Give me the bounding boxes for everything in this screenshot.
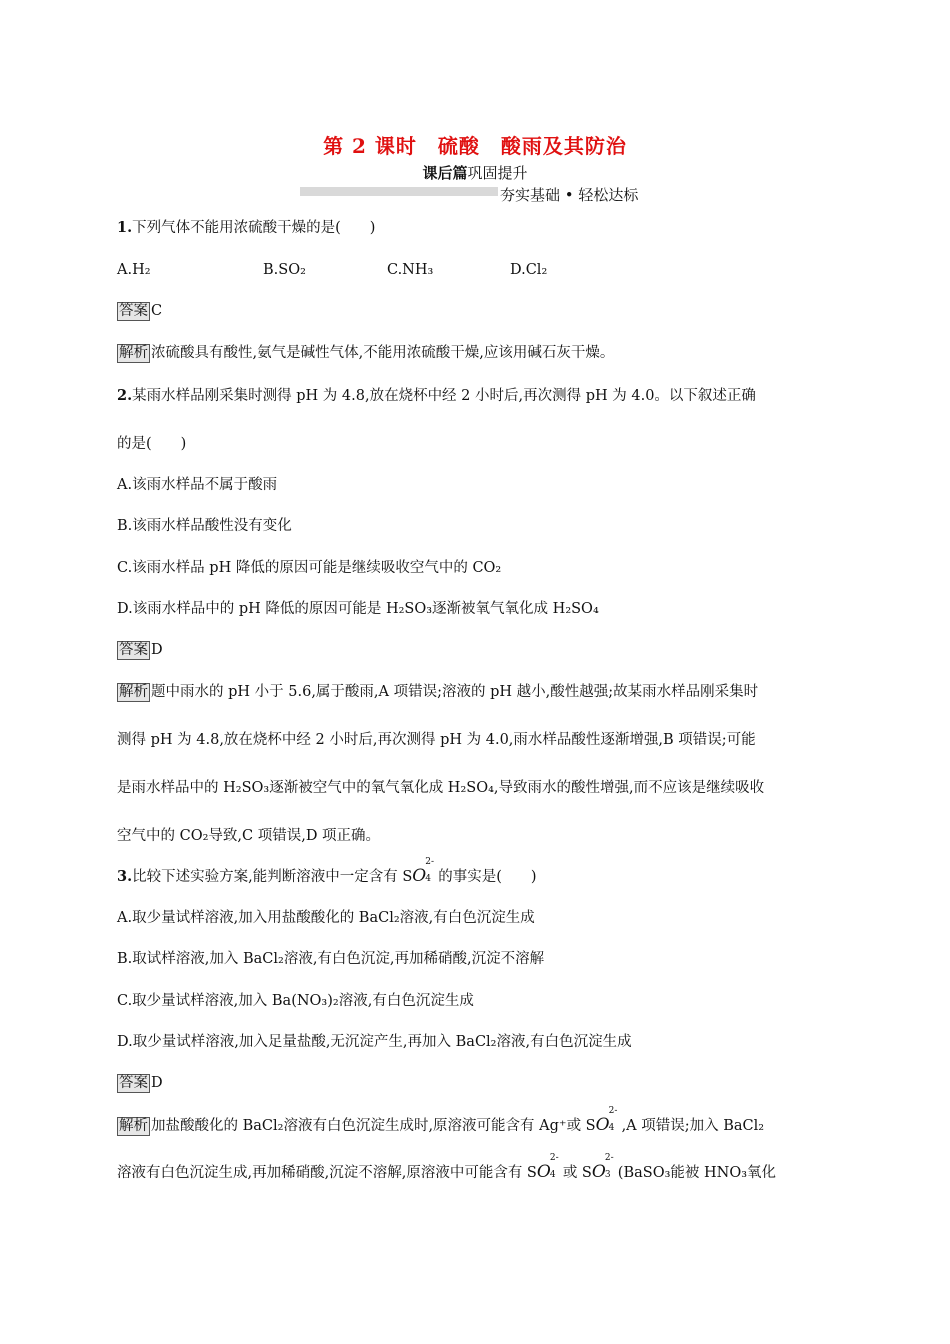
- q3-stem-post: 的事实是( ): [438, 869, 537, 885]
- answer-tag: 答案: [119, 1075, 148, 1091]
- subtitle-rest: 巩固提升: [467, 164, 528, 182]
- q1-stem: [117, 218, 375, 238]
- q2-option-a: A.该雨水样品不属于酸雨: [117, 477, 278, 493]
- q2-analysis-text1: 题中雨水的 pH 小于 5.6,属于酸雨,A 项错误;溶液的 pH 越小,酸性越强;故某雨水样品刚采集时: [151, 684, 759, 700]
- page-subtitle: [0, 162, 950, 183]
- analysis-tag: 解析: [119, 1118, 148, 1134]
- ion-letter: O: [591, 1162, 606, 1182]
- section-label: 夯实基础 • 轻松达标: [500, 186, 639, 204]
- q3-analysis2-pre: 溶液有白色沉淀生成,再加稀硝酸,沉淀不溶解,原溶液中可能含有 S: [117, 1165, 537, 1181]
- ion-charge: 2-: [604, 1153, 614, 1163]
- q2-answer: [117, 640, 163, 660]
- q2-answer-value: D: [151, 642, 163, 658]
- sulfate-ion: [595, 1106, 622, 1136]
- q3-number: 3.: [117, 868, 133, 885]
- q1-number: 1.: [117, 219, 133, 236]
- section-bar: [300, 187, 498, 196]
- q2-stem-text1: 某雨水样品刚采集时测得 pH 为 4.8,放在烧杯中经 2 小时后,再次测得 pH 为 4.0。以下叙述正确: [132, 388, 756, 404]
- q3-answer-value: D: [151, 1075, 163, 1091]
- q3-analysis-line1: [117, 1106, 765, 1136]
- q2-analysis-line1: [117, 682, 758, 702]
- ion-subscript: 4: [608, 1123, 615, 1133]
- q2-stem-line1: [117, 386, 756, 406]
- q1-analysis: [117, 343, 614, 363]
- q2-analysis-line4: 空气中的 CO₂导致,C 项错误,D 项正确。: [117, 828, 381, 844]
- q1-analysis-text: 浓硫酸具有酸性,氨气是碱性气体,不能用浓硫酸干燥,应该用碱石灰干燥。: [151, 345, 615, 361]
- q2-option-b: B.该雨水样品酸性没有变化: [117, 518, 292, 534]
- q3-option-c: C.取少量试样溶液,加入 Ba(NO₃)₂溶液,有白色沉淀生成: [117, 993, 474, 1009]
- q3-analysis2-mid: 或 S: [562, 1165, 592, 1181]
- q2-analysis-line2: 测得 pH 为 4.8,放在烧杯中经 2 小时后,再次测得 pH 为 4.0,雨水样品酸性逐渐增强,B 项错误;可能: [117, 732, 756, 748]
- q3-analysis-pre: 加盐酸酸化的 BaCl₂溶液有白色沉淀生成时,原溶液可能含有 Ag⁺或 S: [151, 1118, 596, 1134]
- q3-stem-pre: 比较下述实验方案,能判断溶液中一定含有 S: [132, 869, 413, 885]
- ion-subscript: 4: [549, 1170, 556, 1180]
- q1-option-c: C.NH₃: [387, 262, 434, 278]
- q1-option-d: D.Cl₂: [510, 262, 548, 278]
- q3-answer: [117, 1073, 163, 1093]
- sulfite-ion: [591, 1153, 618, 1183]
- analysis-tag: 解析: [119, 684, 148, 700]
- q2-analysis-line3: 是雨水样品中的 H₂SO₃逐渐被空气中的氧气氧化成 H₂SO₄,导致雨水的酸性增强,而不应该是继续吸收: [117, 780, 765, 796]
- q1-answer-value: C: [151, 303, 163, 319]
- q3-option-b: B.取试样溶液,加入 BaCl₂溶液,有白色沉淀,再加稀硝酸,沉淀不溶解: [117, 951, 545, 967]
- ion-letter: O: [536, 1162, 551, 1182]
- answer-tag: 答案: [119, 303, 148, 319]
- q2-number: 2.: [117, 387, 133, 404]
- q2-stem-line2: 的是( ): [117, 436, 187, 452]
- q3-analysis-line2: [117, 1153, 777, 1183]
- answer-tag: 答案: [119, 642, 148, 658]
- q1-answer: [117, 301, 162, 321]
- q1-option-b: B.SO₂: [263, 262, 306, 278]
- ion-letter: O: [595, 1115, 610, 1135]
- sulfate-ion: [412, 857, 438, 887]
- analysis-tag: 解析: [119, 345, 148, 361]
- q1-option-a: A.H₂: [117, 262, 151, 278]
- q3-analysis-post: ,A 项错误;加入 BaCl₂: [621, 1118, 765, 1134]
- ion-charge: 2-: [608, 1106, 618, 1116]
- ion-charge: 2-: [549, 1153, 559, 1163]
- q1-stem-text: 下列气体不能用浓硫酸干燥的是( ): [132, 220, 376, 236]
- q3-option-d: D.取少量试样溶液,加入足量盐酸,无沉淀产生,再加入 BaCl₂溶液,有白色沉淀生成: [117, 1034, 632, 1050]
- q3-stem: [117, 857, 537, 887]
- subtitle-bold: 课后篇: [422, 164, 468, 182]
- ion-letter: O: [412, 866, 427, 886]
- q3-option-a: A.取少量试样溶液,加入用盐酸酸化的 BaCl₂溶液,有白色沉淀生成: [117, 910, 535, 926]
- page-title: 第 2 课时 硫酸 酸雨及其防治: [323, 134, 627, 158]
- q3-analysis2-post: (BaSO₃能被 HNO₃氧化: [617, 1165, 777, 1181]
- ion-charge: 2-: [425, 857, 435, 867]
- q2-option-d: D.该雨水样品中的 pH 降低的原因可能是 H₂SO₃逐渐被氧气氧化成 H₂SO₄: [117, 601, 599, 617]
- q2-option-c: C.该雨水样品 pH 降低的原因可能是继续吸收空气中的 CO₂: [117, 560, 502, 576]
- ion-subscript: 3: [604, 1170, 611, 1180]
- sulfate-ion: [536, 1153, 563, 1183]
- ion-subscript: 4: [425, 874, 432, 884]
